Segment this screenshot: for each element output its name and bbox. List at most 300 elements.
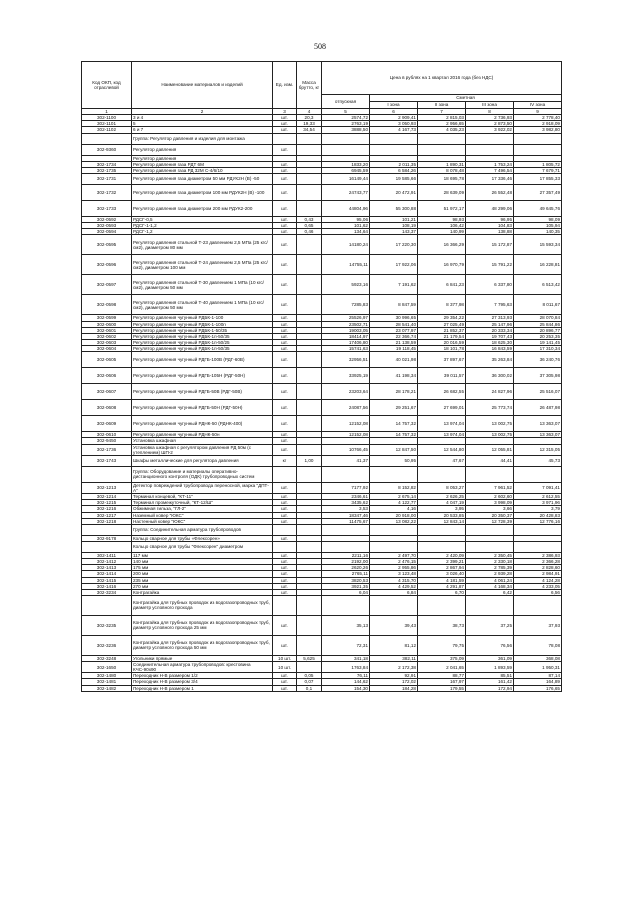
cell-code: 302-1214 xyxy=(82,494,132,500)
cell-name: Контрагайка для трубных проводок из водогазопроводных труб, диаметр условного прохода 25 мм xyxy=(132,615,273,635)
cell-mass xyxy=(297,400,322,416)
cell-zone-3-price xyxy=(466,466,514,482)
cell-name: 3 и 4 xyxy=(132,115,273,121)
cell-name: Переходник Н-В размером 3/4 xyxy=(132,679,273,685)
cell-release-price: 3435,62 xyxy=(322,500,370,506)
cell-code: 302-1101 xyxy=(82,121,132,127)
cell-release-price: 6,04 xyxy=(322,589,370,595)
cell-release-price: 5923,16 xyxy=(322,275,370,295)
cell-zone-2-price: 4 291,87 xyxy=(418,583,466,589)
cell-zone-2-price: 2 867,94 xyxy=(418,565,466,571)
cell-zone-1-price: 41 198,34 xyxy=(370,368,418,384)
cell-release-price: 134,64 xyxy=(322,229,370,235)
cell-zone-4-price: 20 428,83 xyxy=(514,512,562,518)
cell-name: Регулятор давления газа диаметром 200 мм РДУК2-200 xyxy=(132,200,273,216)
cell-mass: 0,65 xyxy=(297,223,322,229)
cell-code: 302-1416 xyxy=(82,583,132,589)
cell-mass: 0,46 xyxy=(297,229,322,235)
cell-code: 302-1412 xyxy=(82,559,132,565)
cell-zone-3-price xyxy=(466,144,514,155)
cell-name: Регулятор давления xyxy=(132,144,273,155)
table-row xyxy=(82,541,562,552)
cell-zone-1-price: 20 918,00 xyxy=(370,512,418,518)
cell-zone-2-price: 2 815,03 xyxy=(418,115,466,121)
cell-unit: шт. xyxy=(273,368,297,384)
cell-release-price: 12152,08 xyxy=(322,432,370,438)
cell-zone-3-price: 3 922,02 xyxy=(466,127,514,133)
cell-release-price xyxy=(322,541,370,552)
cell-zone-3-price: 3,66 xyxy=(466,506,514,512)
cell-zone-2-price: 26 682,55 xyxy=(418,384,466,400)
cell-zone-3-price: 48 299,06 xyxy=(466,200,514,216)
cell-code: 302-1411 xyxy=(82,552,132,558)
table-row xyxy=(82,466,562,482)
cell-release-price: 24743,77 xyxy=(322,184,370,200)
cell-code: 302-0606 xyxy=(82,368,132,384)
header-name: Наименование материалов и изделий xyxy=(132,62,273,109)
cell-code: 302-0601 xyxy=(82,327,132,333)
cell-unit: шт. xyxy=(273,679,297,685)
cell-code: 302-3236 xyxy=(82,635,132,655)
header-zone-2: II зона xyxy=(418,102,466,109)
cell-zone-3-price: 24 827,96 xyxy=(466,384,514,400)
cell-mass: 5,625 xyxy=(297,655,322,661)
cell-zone-3-price: 161,42 xyxy=(466,679,514,685)
cell-name: Регулятор давления чугунный РДБК-1-50/35 xyxy=(132,327,273,333)
cell-release-price: 2346,61 xyxy=(322,494,370,500)
cell-unit: шт. xyxy=(273,685,297,691)
cell-release-price: 2574,72 xyxy=(322,115,370,121)
cell-zone-4-price: 78,08 xyxy=(514,635,562,655)
cell-zone-4-price: 19 141,45 xyxy=(514,339,562,345)
cell-code: 302-9450 xyxy=(82,438,132,444)
cell-zone-4-price: 25 516,07 xyxy=(514,384,562,400)
cell-zone-1-price: 143,37 xyxy=(370,229,418,235)
cell-zone-4-price: 2 386,93 xyxy=(514,552,562,558)
cell-mass xyxy=(297,255,322,275)
cell-zone-2-price xyxy=(418,541,466,552)
cell-zone-4-price: 4 124,28 xyxy=(514,577,562,583)
cell-mass: 0,1 xyxy=(297,685,322,691)
cell-name: Контрагайка xyxy=(132,589,273,595)
cell-unit: шт. xyxy=(273,235,297,255)
cell-zone-4-price: 12 776,16 xyxy=(514,518,562,524)
table-row xyxy=(82,400,562,416)
cell-unit: кг xyxy=(273,455,297,466)
cell-zone-4-price xyxy=(514,595,562,615)
cell-zone-4-price xyxy=(514,541,562,552)
cell-release-price: 44804,96 xyxy=(322,200,370,216)
cell-code: 302-0598 xyxy=(82,295,132,315)
column-number: 6 xyxy=(370,109,418,115)
cell-release-price: 154,30 xyxy=(322,685,370,691)
cell-name: Регулятор давления чугунный РДГБ-50В (РДГ-50В) xyxy=(132,384,273,400)
cell-code: 302-0594 xyxy=(82,229,132,235)
cell-release-price: 72,31 xyxy=(322,635,370,655)
cell-zone-1-price: 17 220,30 xyxy=(370,235,418,255)
cell-code: 302-1215 xyxy=(82,500,132,506)
table-row xyxy=(82,482,562,493)
cell-zone-2-price: 28 639,09 xyxy=(418,184,466,200)
cell-unit: шт. xyxy=(273,577,297,583)
price-table xyxy=(81,61,562,692)
cell-zone-1-price: 2 172,38 xyxy=(370,662,418,673)
cell-zone-3-price: 15 791,22 xyxy=(466,255,514,275)
cell-release-price xyxy=(322,595,370,615)
cell-unit: шт. xyxy=(273,216,297,222)
cell-zone-3-price: 7 795,63 xyxy=(466,295,514,315)
cell-zone-4-price xyxy=(514,133,562,144)
cell-zone-3-price xyxy=(466,595,514,615)
cell-unit: шт. xyxy=(273,635,297,655)
cell-release-price: 1763,84 xyxy=(322,662,370,673)
page-number: 508 xyxy=(314,42,326,51)
cell-unit: шт. xyxy=(273,200,297,216)
cell-name: 140 мм xyxy=(132,559,273,565)
table-row xyxy=(82,384,562,400)
cell-zone-1-price: 172,02 xyxy=(370,679,418,685)
column-number: 1 xyxy=(82,109,132,115)
cell-name: Регулятор давления чугунный РДГБ-50Н (РДГ-50Н) xyxy=(132,400,273,416)
table-row xyxy=(82,595,562,615)
cell-unit xyxy=(273,133,297,144)
cell-zone-1-price: 4 167,73 xyxy=(370,127,418,133)
cell-zone-2-price: 39 011,57 xyxy=(418,368,466,384)
cell-zone-1-price: 2 675,14 xyxy=(370,494,418,500)
cell-zone-1-price: 2 909,41 xyxy=(370,115,418,121)
cell-zone-4-price: 105,94 xyxy=(514,223,562,229)
cell-zone-4-price xyxy=(514,144,562,155)
cell-name: 6 и 7 xyxy=(132,127,273,133)
header-mass: Масса брутто, кг xyxy=(297,62,322,109)
cell-code: 302-1743 xyxy=(82,455,132,466)
cell-name: Регулятор давления чугунный РДБК-1п-50/25 xyxy=(132,339,273,345)
cell-zone-2-price: 18 695,78 xyxy=(418,173,466,184)
cell-zone-4-price: 13 363,07 xyxy=(514,432,562,438)
cell-code: 302-1734 xyxy=(82,161,132,167)
cell-zone-4-price: 2 366,28 xyxy=(514,559,562,565)
cell-zone-4-price: 28 070,84 xyxy=(514,315,562,321)
cell-release-price: 18414,97 xyxy=(322,333,370,339)
cell-zone-3-price: 6 337,80 xyxy=(466,275,514,295)
cell-mass xyxy=(297,295,322,315)
cell-zone-3-price: 13 002,75 xyxy=(466,432,514,438)
cell-zone-3-price: 12 055,81 xyxy=(466,444,514,455)
cell-code: 302-0597 xyxy=(82,275,132,295)
cell-name: Регулятор давления чугунный РДГБ-105Н (РДГ-50Н) xyxy=(132,368,273,384)
cell-mass xyxy=(297,235,322,255)
cell-zone-4-price: 8 011,67 xyxy=(514,295,562,315)
header-zone-1: I зона xyxy=(370,102,418,109)
cell-unit: шт. xyxy=(273,589,297,595)
cell-zone-1-price: 4 315,70 xyxy=(370,577,418,583)
cell-zone-3-price: 18 625,30 xyxy=(466,339,514,345)
table-row xyxy=(82,615,562,635)
cell-unit: шт. xyxy=(273,673,297,679)
cell-zone-2-price: 3,95 xyxy=(418,506,466,512)
cell-name: Терминал концевой, "КТ-11" xyxy=(132,494,273,500)
cell-release-price: 2192,00 xyxy=(322,559,370,565)
cell-code xyxy=(82,595,132,615)
cell-zone-3-price: 2 602,60 xyxy=(466,494,514,500)
cell-zone-1-price xyxy=(370,541,418,552)
cell-release-price: 3,53 xyxy=(322,506,370,512)
cell-name: 175 мм xyxy=(132,565,273,571)
cell-zone-1-price: 20 472,91 xyxy=(370,184,418,200)
cell-zone-4-price: 13 363,07 xyxy=(514,416,562,432)
cell-zone-1-price xyxy=(370,144,418,155)
cell-zone-3-price: 19 707,43 xyxy=(466,333,514,339)
cell-unit: шт. xyxy=(273,223,297,229)
cell-mass xyxy=(297,541,322,552)
cell-zone-2-price: 18 101,78 xyxy=(418,346,466,352)
cell-zone-4-price: 49 645,76 xyxy=(514,200,562,216)
cell-unit: шт. xyxy=(273,565,297,571)
cell-release-price: 19003,05 xyxy=(322,327,370,333)
table-row xyxy=(82,416,562,432)
cell-unit: шт. xyxy=(273,384,297,400)
cell-zone-2-price xyxy=(418,133,466,144)
cell-name: Регулятор давления чугунный РДБК-1п-50/35 xyxy=(132,333,273,339)
cell-code: 302-1481 xyxy=(82,679,132,685)
cell-zone-4-price: 2 612,55 xyxy=(514,494,562,500)
cell-zone-3-price: 2 939,28 xyxy=(466,571,514,577)
cell-zone-3-price: 104,83 xyxy=(466,223,514,229)
cell-zone-3-price: 7 961,52 xyxy=(466,482,514,493)
cell-code: 302-0604 xyxy=(82,346,132,352)
table-row xyxy=(82,144,562,155)
cell-mass xyxy=(297,466,322,482)
cell-name: Регулятор давления xyxy=(132,155,273,161)
cell-zone-3-price: 7 496,54 xyxy=(466,167,514,173)
cell-zone-3-price: 44,41 xyxy=(466,455,514,466)
cell-name: Установка шкафная с регулятором давления РД 50м (с утеплением) ШП-2 xyxy=(132,444,273,455)
column-number: 5 xyxy=(322,109,370,115)
cell-code: 302-3248 xyxy=(82,655,132,661)
cell-name: Регулятор давления стальной Т-24 давлением 2,5 МПа (25 кгс/см2), диаметром 100 мм xyxy=(132,255,273,275)
cell-zone-2-price: 79,75 xyxy=(418,635,466,655)
cell-unit: шт. xyxy=(273,229,297,235)
cell-name: Соединительная арматура трубопроводов: крестовина КЧС-90х90 xyxy=(132,662,273,673)
cell-name: РДСГ-1-1,2 xyxy=(132,223,273,229)
cell-zone-1-price: 23 077,97 xyxy=(370,327,418,333)
cell-zone-3-price: 361,09 xyxy=(466,655,514,661)
cell-unit: шт. xyxy=(273,615,297,635)
cell-zone-1-price: 101,21 xyxy=(370,216,418,222)
cell-unit: шт. xyxy=(273,400,297,416)
cell-mass xyxy=(297,444,322,455)
cell-zone-3-price: 20 350,37 xyxy=(466,512,514,518)
cell-zone-4-price: 16 228,81 xyxy=(514,255,562,275)
cell-code: 302-0602 xyxy=(82,333,132,339)
cell-mass: 0,05 xyxy=(297,673,322,679)
cell-mass xyxy=(297,173,322,184)
cell-zone-1-price: 29 251,67 xyxy=(370,400,418,416)
cell-zone-3-price: 172,94 xyxy=(466,685,514,691)
cell-unit: шт. xyxy=(273,295,297,315)
cell-zone-1-price xyxy=(370,133,418,144)
cell-unit: шт. xyxy=(273,518,297,524)
cell-zone-4-price: 37 305,98 xyxy=(514,368,562,384)
cell-zone-4-price: 12 315,05 xyxy=(514,444,562,455)
cell-unit: шт. xyxy=(273,482,297,493)
cell-release-price xyxy=(322,466,370,482)
cell-zone-2-price: 51 972,17 xyxy=(418,200,466,216)
column-number: 3 xyxy=(273,109,297,115)
cell-zone-2-price: 37 897,67 xyxy=(418,352,466,368)
cell-name: Обжимная гильза, "ГЛ-2" xyxy=(132,506,273,512)
cell-zone-1-price xyxy=(370,466,418,482)
cell-zone-4-price: 1 950,31 xyxy=(514,662,562,673)
cell-mass xyxy=(297,200,322,216)
cell-release-price: 14180,24 xyxy=(322,235,370,255)
cell-code: 302-9360 xyxy=(82,144,132,155)
cell-mass: 19,33 xyxy=(297,121,322,127)
cell-zone-1-price: 8 847,59 xyxy=(370,295,418,315)
cell-unit xyxy=(273,524,297,535)
cell-code xyxy=(82,466,132,482)
cell-unit: шт. xyxy=(273,444,297,455)
cell-zone-4-price: 27 357,49 xyxy=(514,184,562,200)
cell-zone-3-price: 25 773,74 xyxy=(466,400,514,416)
cell-name: 117 мм xyxy=(132,552,273,558)
cell-code: 302-1735 xyxy=(82,167,132,173)
cell-zone-4-price: 3,79 xyxy=(514,506,562,512)
cell-zone-3-price: 6,42 xyxy=(466,589,514,595)
cell-unit: шт. xyxy=(273,438,297,444)
cell-code: 302-1415 xyxy=(82,577,132,583)
cell-mass xyxy=(297,416,322,432)
cell-zone-4-price: 17 310,34 xyxy=(514,346,562,352)
header-estimate-price: Сметная xyxy=(370,95,562,102)
table-row xyxy=(82,524,562,535)
cell-zone-4-price: 2 828,60 xyxy=(514,565,562,571)
cell-release-price: 341,18 xyxy=(322,655,370,661)
cell-code: 302-0608 xyxy=(82,400,132,416)
cell-zone-2-price xyxy=(418,595,466,615)
cell-zone-4-price: 45,73 xyxy=(514,455,562,466)
header-unit: Ед. изм. xyxy=(273,62,297,109)
cell-zone-1-price: 8 152,82 xyxy=(370,482,418,493)
cell-name: РДСГ-0,5 xyxy=(132,216,273,222)
cell-unit: шт. xyxy=(273,121,297,127)
column-number: 8 xyxy=(466,109,514,115)
cell-mass xyxy=(297,144,322,155)
cell-unit: шт. xyxy=(273,559,297,565)
header-zone-4: IV зона xyxy=(514,102,562,109)
cell-unit: шт. xyxy=(273,184,297,200)
cell-code: 302-1733 xyxy=(82,200,132,216)
cell-zone-1-price: 40 021,98 xyxy=(370,352,418,368)
cell-zone-3-price: 17 336,46 xyxy=(466,173,514,184)
cell-zone-2-price: 2 956,65 xyxy=(418,121,466,127)
cell-code xyxy=(82,133,132,144)
cell-zone-2-price: 21 852,37 xyxy=(418,327,466,333)
cell-code: 302-0607 xyxy=(82,384,132,400)
cell-zone-3-price: 4 061,24 xyxy=(466,577,514,583)
cell-release-price: 41,37 xyxy=(322,455,370,466)
cell-code: 302-1218 xyxy=(82,518,132,524)
cell-zone-2-price: 16 970,79 xyxy=(418,255,466,275)
cell-release-price xyxy=(322,524,370,535)
header-zone-3: III зона xyxy=(466,102,514,109)
cell-zone-3-price: 27 313,93 xyxy=(466,315,514,321)
cell-zone-3-price: 2 350,45 xyxy=(466,552,514,558)
cell-code: 302-0600 xyxy=(82,321,132,327)
cell-code: 302-1731 xyxy=(82,173,132,184)
cell-release-price: 23502,71 xyxy=(322,321,370,327)
cell-zone-2-price: 2 626,25 xyxy=(418,494,466,500)
cell-zone-2-price: 13 974,04 xyxy=(418,416,466,432)
cell-release-price: 18347,46 xyxy=(322,512,370,518)
cell-zone-2-price xyxy=(418,144,466,155)
cell-zone-3-price: 2 873,50 xyxy=(466,121,514,127)
cell-name: 235 мм xyxy=(132,577,273,583)
cell-zone-3-price: 2 736,93 xyxy=(466,115,514,121)
cell-release-price: 101,62 xyxy=(322,223,370,229)
cell-zone-3-price: 12 728,39 xyxy=(466,518,514,524)
cell-mass xyxy=(297,524,322,535)
cell-zone-2-price: 3 026,40 xyxy=(418,571,466,577)
table-row xyxy=(82,200,562,216)
cell-unit: шт. xyxy=(273,327,297,333)
column-number: 2 xyxy=(132,109,273,115)
cell-unit: шт. xyxy=(273,115,297,121)
cell-code xyxy=(82,524,132,535)
cell-unit: шт. xyxy=(273,571,297,577)
cell-name: Регулятор давления стальной Т-23 давлением 2,5 МПа (25 кгс/см2), диаметром 80 мм xyxy=(132,235,273,255)
cell-name: РДСГ-1,2 xyxy=(132,229,273,235)
cell-zone-2-price: 13 974,04 xyxy=(418,432,466,438)
cell-zone-4-price: 7 679,71 xyxy=(514,167,562,173)
cell-code: 302-0610 xyxy=(82,432,132,438)
cell-zone-1-price: 14 757,32 xyxy=(370,416,418,432)
cell-name: Регулятор давления газа РДТ 6М xyxy=(132,161,273,167)
cell-mass xyxy=(297,662,322,673)
cell-name: Угольники прямые xyxy=(132,655,273,661)
cell-unit: шт. xyxy=(273,352,297,368)
cell-zone-1-price: 2 497,70 xyxy=(370,552,418,558)
cell-unit: шт. xyxy=(273,255,297,275)
cell-zone-2-price: 8 053,27 xyxy=(418,482,466,493)
cell-zone-2-price: 106,42 xyxy=(418,223,466,229)
cell-code: 302-0595 xyxy=(82,235,132,255)
cell-zone-1-price: 2 476,15 xyxy=(370,559,418,565)
cell-code: 302-0592 xyxy=(82,216,132,222)
cell-code: 302-3235 xyxy=(82,615,132,635)
cell-zone-1-price: 108,19 xyxy=(370,223,418,229)
cell-unit: шт. xyxy=(273,494,297,500)
cell-name: Регулятор давления газа диаметром 100 мм РДУК2Н (В) -100 xyxy=(132,184,273,200)
cell-zone-2-price: 12 843,14 xyxy=(418,518,466,524)
cell-zone-4-price: 15 593,34 xyxy=(514,235,562,255)
cell-zone-3-price: 20 333,34 xyxy=(466,327,514,333)
cell-zone-3-price: 138,88 xyxy=(466,229,514,235)
cell-unit: шт. xyxy=(273,315,297,321)
cell-name: Регулятор давления чугунный РДБК-1-100п xyxy=(132,321,273,327)
cell-zone-2-price: 1 890,31 xyxy=(418,161,466,167)
cell-mass xyxy=(297,184,322,200)
cell-zone-3-price xyxy=(466,133,514,144)
cell-zone-1-price: 28 541,40 xyxy=(370,321,418,327)
cell-zone-4-price: 36 240,76 xyxy=(514,352,562,368)
cell-release-price: 33925,19 xyxy=(322,368,370,384)
cell-name: Контрагайка для трубных проводок из водогазопроводных труб, диаметр условного прохода xyxy=(132,595,273,615)
cell-name: Контрагайка для трубных проводок из водогазопроводных труб, диаметр условного прохода 50 мм xyxy=(132,635,273,655)
cell-name: Кольцо сварное для трубы "Флексорен" диаметром xyxy=(132,541,273,552)
cell-name: Наземный ковер "ЮКС" xyxy=(132,512,273,518)
cell-release-price: 76,11 xyxy=(322,673,370,679)
